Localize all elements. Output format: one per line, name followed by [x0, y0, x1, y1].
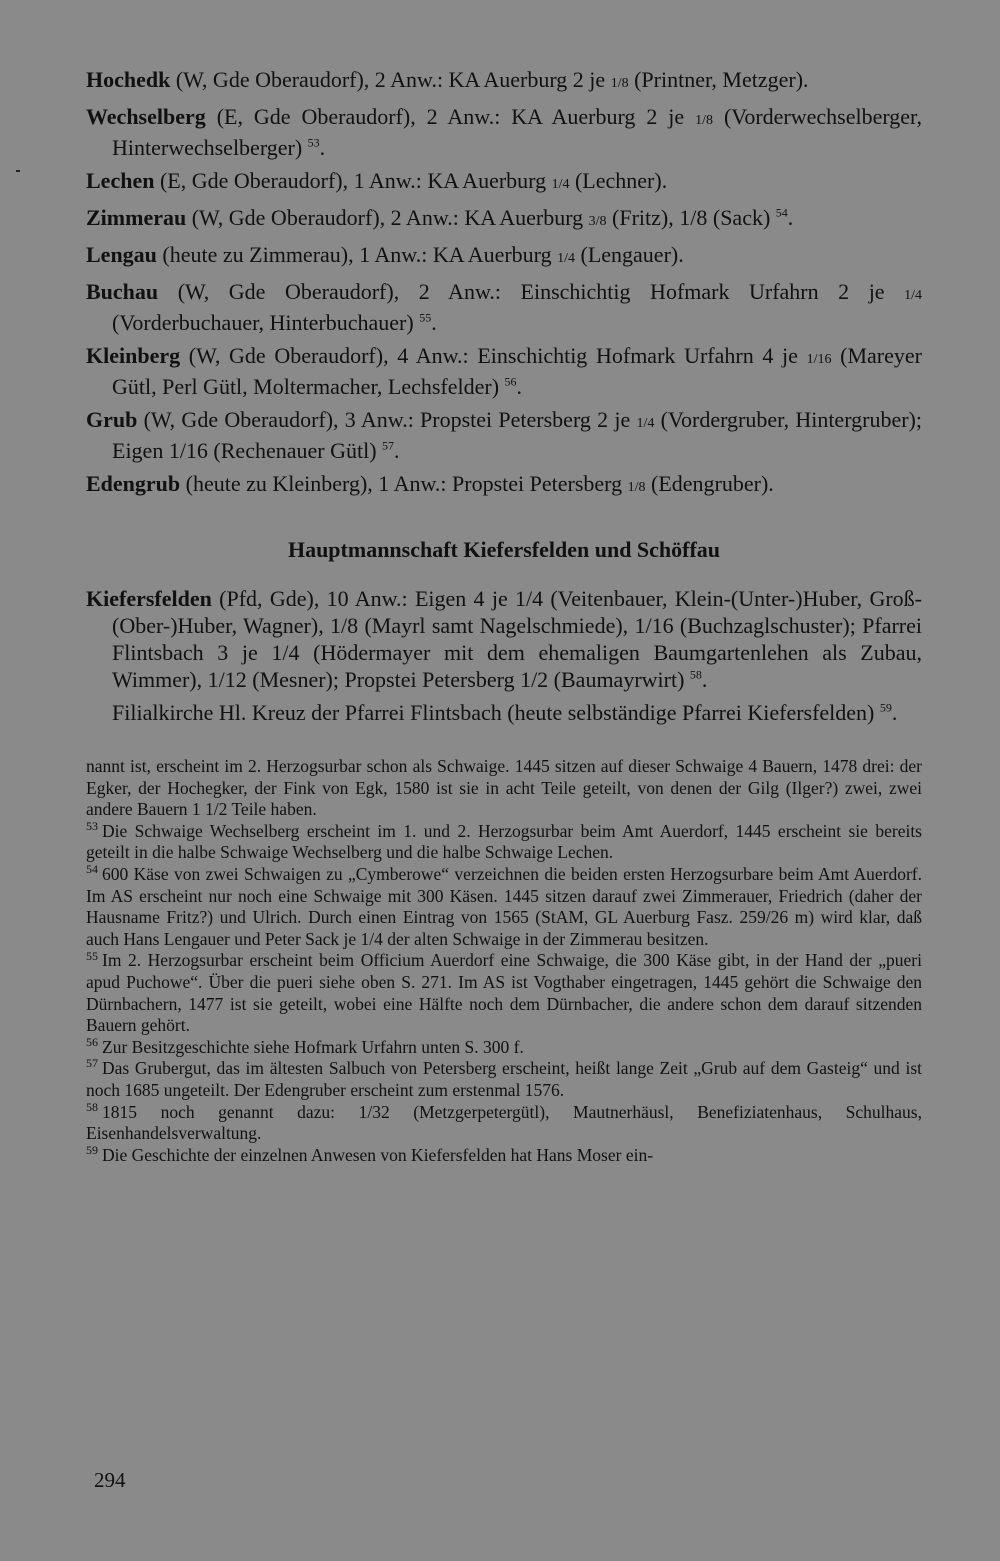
entry-kiefersfelden: Kiefersfelden (Pfd, Gde), 10 Anw.: Eigen 4 je 1/4 (Veitenbauer, Klein-(Unter-)Huber, Groß-(Ober-)Huber, Wagner), 1/8 (Mayrl samt Nagelschmiede), 1/16 (Buchzaglschuster); Pfarrei Flintsbach 3 je 1/4 (Hödermayer mit dem ehemaligen Baumgartenlehen als Zubau, Wimmer), 1/12 (Mesner); Propstei Petersberg 1/2 (Baumayrwirt) $^{58}$.: [86, 586, 922, 692]
entry: [86, 66, 922, 97]
fraction: 1/4: [557, 251, 576, 266]
entry-rest: (Vordergruber, Hintergruber); Eigen 1/16 (Rechenauer Gütl): [112, 407, 922, 463]
footnote: [86, 950, 922, 1036]
footnote-text: nannt ist, erscheint im 2. Herzogsurbar schon als Schwaige. 1445 sitzen auf dieser Schwaige 4 Bauern, 1478 drei: der Egker, der Hochegker, der Fink von Egk, 1580 ist sie in acht Teile geteilt, von denen der Gilg (Ilger?) zwei, zwei andere Bauern 1 1/2 Teile haben.: [86, 756, 922, 820]
entry-rest: (Vorderbuchauer, Hinterbuchauer): [112, 310, 414, 335]
entry-text: (heute zu Zimmerau), 1 Anw.: KA Auerburg: [156, 242, 558, 267]
entry-note: Filialkirche Hl. Kreuz der Pfarrei Flintsbach (heute selbständige Pfarrei Kiefersfelden) $^{59}$.: [112, 700, 898, 725]
footnote: [86, 1142, 922, 1167]
fraction: 1/16: [806, 352, 832, 367]
entry-text: (E, Gde Oberaudorf), 2 Anw.: KA Auerburg 2 je: [205, 104, 696, 129]
footnote: [86, 864, 922, 950]
fraction: 3/8: [588, 214, 607, 229]
footnote-text: Die Geschichte der einzelnen Anwesen von Kiefersfelden hat Hans Moser ein-: [102, 1144, 654, 1165]
footnote-ref: 54: [775, 205, 788, 220]
entry-rest: (Vorderwechselberger, Hinterwechselberger): [112, 104, 923, 160]
entry-name: Kleinberg: [86, 343, 181, 368]
footnote-ref: 58: [689, 667, 702, 682]
entry: Wechselberg (E, Gde Oberaudorf), 2 Anw.: KA Auerburg 2 je 1/8 (Vorderwechselberger, Hinterwechselberger) $^{53}$.: [86, 104, 923, 160]
footnote-text: Das Grubergut, das im ältesten Salbuch von Petersberg erscheint, heißt lange Zeit „Grub auf dem Gasteig“ und ist noch 1685 ungeteilt. Der Edengruber erscheint zum erstenmal 1576.: [86, 1058, 922, 1100]
footnote-text: Zur Besitzgeschichte siehe Hofmark Urfahrn unten S. 300 f.: [102, 1036, 524, 1057]
fraction: 1/4: [551, 177, 570, 192]
entry-name: Hochedk: [86, 67, 171, 92]
footnote-number: 54: [86, 862, 98, 877]
footnote-number: 59: [86, 1142, 98, 1157]
footnote: [86, 1058, 922, 1101]
entry: [86, 470, 922, 501]
entry-text: (W, Gde Oberaudorf), 2 Anw.: Einschichtig Hofmark Urfahrn 2 je: [158, 279, 905, 304]
fraction: 1/4: [904, 288, 922, 303]
entry-name: Kiefersfelden: [86, 586, 212, 611]
footnote-number: 53: [86, 818, 98, 833]
footnote: [86, 818, 922, 864]
entry-text: (E, Gde Oberaudorf), 1 Anw.: KA Auerburg: [154, 168, 552, 193]
entry-name: Lechen: [86, 168, 155, 193]
entry: Buchau (W, Gde Oberaudorf), 2 Anw.: Einschichtig Hofmark Urfahrn 2 je 1/4 (Vorderbuchauer, Hinterbuchauer) $^{55}$.: [86, 279, 922, 335]
entry-text: (heute zu Kleinberg), 1 Anw.: Propstei Petersberg: [180, 471, 628, 496]
entry-name: Edengrub: [86, 471, 181, 496]
footnote-text: 600 Käse von zwei Schwaigen zu „Cymberowe“ verzeichnen die beiden ersten Herzogsurbare beim Amt Auerdorf. Im AS erscheint nur noch eine Schwaige mit 300 Käsen. 1445 sitzen darauf zwei Zimmerauer, Friedrich (daher der Hausname Fritz?) und Ulrich. Durch einen Eintrag von 1565 (StAM, GL Auerburg Fasz. 259/26 m) wird klar, daß auch Hans Lengauer und Peter Sack je 1/4 der alten Schwaige in der Zimmerau besitzen.: [86, 863, 922, 949]
entry-text: (W, Gde Oberaudorf), 2 Anw.: KA Auerburg 2 je: [170, 67, 611, 92]
entry: Kleinberg (W, Gde Oberaudorf), 4 Anw.: Einschichtig Hofmark Urfahrn 4 je 1/16 (Mareyer Gütl, Perl Gütl, Moltermacher, Lechsfelder) $^{56}$.: [86, 343, 922, 399]
entry-rest: (Lengauer).: [575, 242, 684, 267]
section-heading: Hauptmannschaft Kiefersfelden und Schöffau: [287, 537, 721, 562]
entry-rest: (Mareyer Gütl, Perl Gütl, Moltermacher, Lechsfelder): [112, 343, 922, 399]
entry: Zimmerau (W, Gde Oberaudorf), 2 Anw.: KA Auerburg 3/8 (Fritz), 1/8 (Sack) $^{54}$.: [86, 205, 794, 230]
entry-rest: (Edengruber).: [645, 471, 774, 496]
footnote-ref: 59: [879, 700, 892, 715]
entry-rest: (Fritz), 1/8 (Sack): [606, 205, 771, 230]
fraction: 1/8: [627, 480, 646, 495]
footnote-ref: 57: [382, 438, 395, 453]
entry-list: [86, 66, 922, 501]
page-body: [86, 66, 922, 1166]
footnote: [86, 1034, 922, 1059]
footnote-text: Im 2. Herzogsurbar erscheint beim Officium Auerdorf eine Schwaige, die 300 Käse gibt, in der Hand der „pueri apud Puchowe“. Über die pueri siehe oben S. 271. Im AS ist Vogthaber eingetragen, 1445 gehört die Schwaige den Dürnbachern, 1477 ist sie geteilt, wobei eine Hälfte noch dem Dürnbacher, die andere schon dem darauf sitzenden Bauern gehört.: [86, 950, 922, 1036]
entry-name: Zimmerau: [86, 205, 187, 230]
entry: [86, 167, 922, 198]
footnote-ref: 53: [307, 135, 320, 150]
footnote-number: 58: [86, 1099, 98, 1114]
entry-text: (W, Gde Oberaudorf), 4 Anw.: Einschichtig Hofmark Urfahrn 4 je: [180, 343, 807, 368]
entry: [86, 241, 922, 272]
footnote-number: 55: [86, 948, 98, 963]
footnote-ref: 56: [504, 374, 517, 389]
margin-mark: [16, 170, 20, 172]
entry-rest: (Printner, Metzger).: [628, 67, 809, 92]
note-text: Filialkirche Hl. Kreuz der Pfarrei Flintsbach (heute selbständige Pfarrei Kiefersfelden): [112, 700, 875, 725]
footnote: [86, 1099, 922, 1145]
footnote-text: Die Schwaige Wechselberg erscheint im 1. und 2. Herzogsurbar beim Amt Auerdorf, 1445 erscheint sie bereits geteilt in die halbe Schwaige Wechselberg und die halbe Schwaige Lechen.: [86, 820, 922, 863]
footnote: [86, 756, 922, 821]
footnote-number: 57: [86, 1056, 98, 1071]
entry-name: Grub: [86, 407, 138, 432]
entry-text: (W, Gde Oberaudorf), 3 Anw.: Propstei Petersberg 2 je: [137, 407, 637, 432]
entry: Grub (W, Gde Oberaudorf), 3 Anw.: Propstei Petersberg 2 je 1/4 (Vordergruber, Hintergruber); Eigen 1/16 (Rechenauer Gütl) $^{57}$.: [86, 407, 922, 463]
entry-text: (W, Gde Oberaudorf), 2 Anw.: KA Auerburg: [186, 205, 589, 230]
fraction: 1/4: [636, 416, 655, 431]
footnote-ref: 55: [419, 310, 432, 325]
page-number: 294: [94, 1468, 126, 1492]
footnotes: [86, 756, 922, 1166]
entry-rest: (Lechner).: [569, 168, 668, 193]
entry-name: Wechselberg: [86, 104, 206, 129]
footnote-number: 56: [86, 1034, 98, 1049]
footnote-text: 1815 noch genannt dazu: 1/32 (Metzgerpetergütl), Mautnerhäusl, Benefiziatenhaus, Schulhaus, Eisenhandelsverwaltung.: [86, 1101, 922, 1144]
fraction: 1/8: [610, 76, 629, 91]
entry-name: Buchau: [86, 279, 159, 304]
fraction: 1/8: [695, 113, 714, 128]
entry-name: Lengau: [86, 242, 157, 267]
entry-text: (Pfd, Gde), 10 Anw.: Eigen 4 je 1/4 (Veitenbauer, Klein-(Unter-)Huber, Groß-(Ober-)Huber, Wagner), 1/8 (Mayrl samt Nagelschmiede), 1/16 (Buchzaglschuster); Pfarrei Flintsbach 3 je 1/4 (Hödermayer mit dem ehemaligen Baumgartenlehen als Zubau, Wimmer), 1/12 (Mesner); Propstei Petersberg 1/2 (Baumayrwirt): [112, 586, 922, 692]
